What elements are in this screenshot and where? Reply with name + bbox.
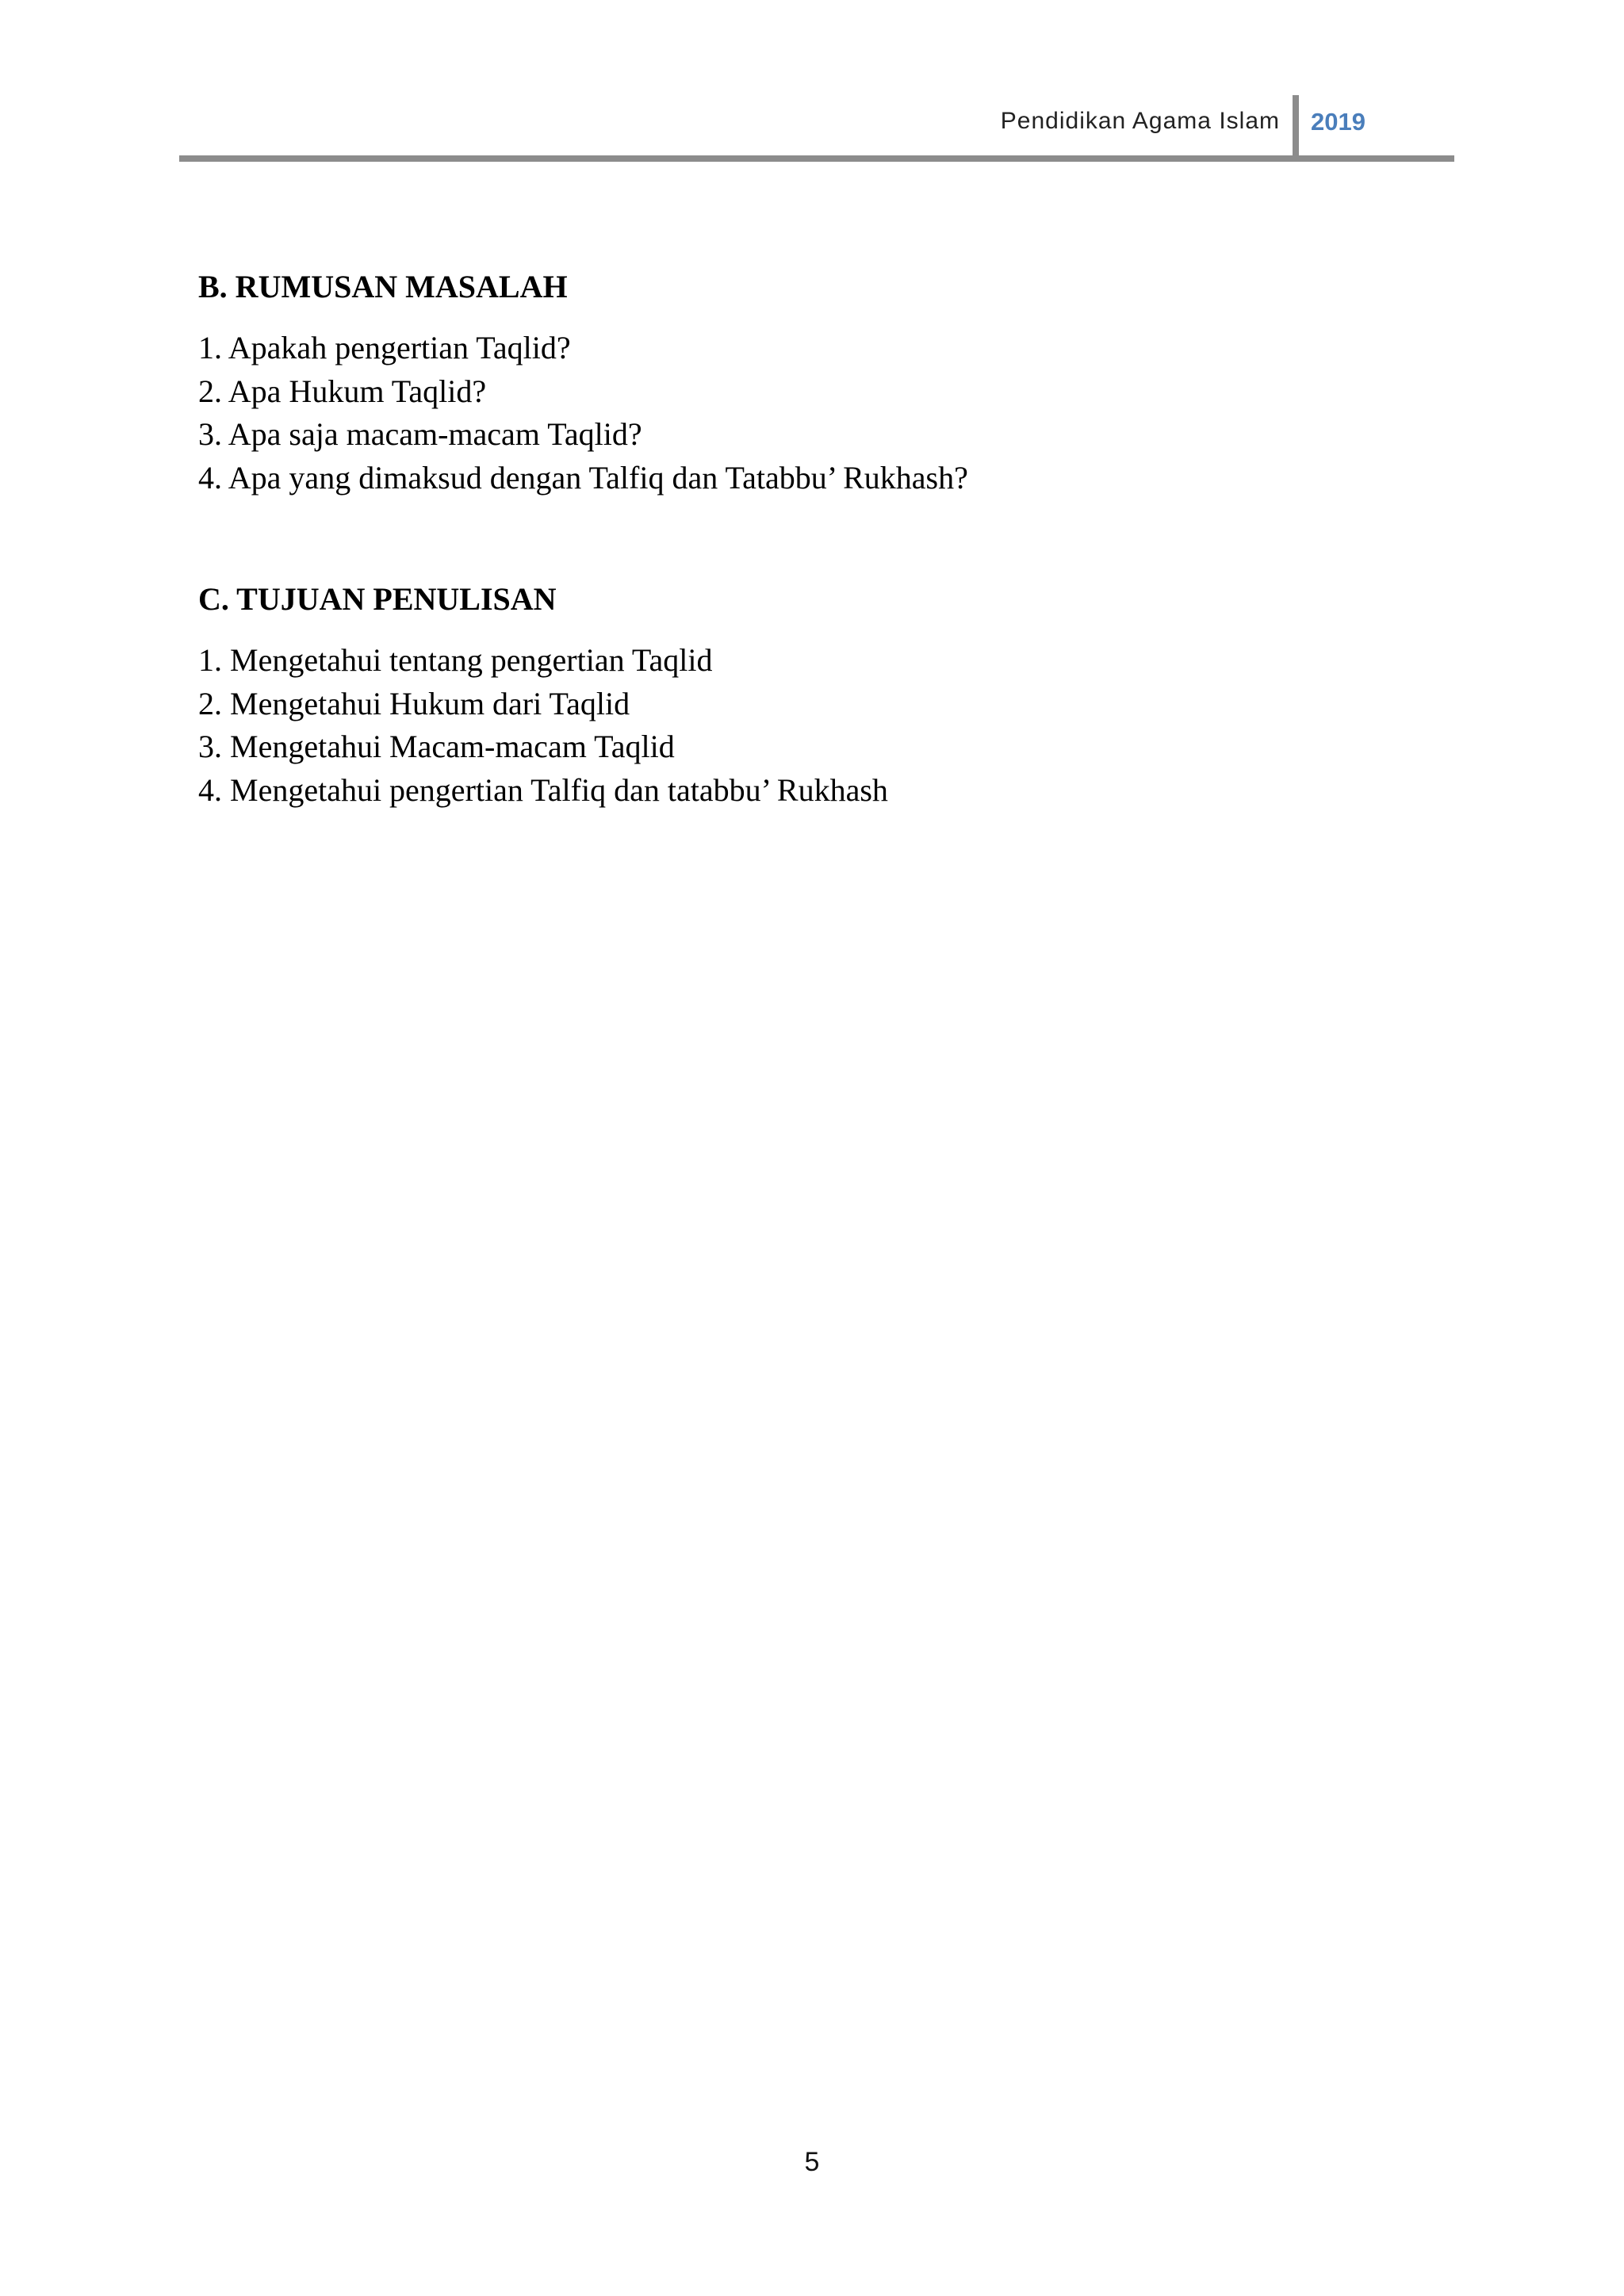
section-list: [198, 639, 1435, 812]
list-item: 2. Apa Hukum Taqlid?: [198, 373, 487, 409]
section-rumusan-masalah: [198, 265, 1435, 499]
header-year: 2019: [1311, 108, 1365, 136]
list-item: 4. Apa yang dimaksud dengan Talfiq dan Tatabbu’ Rukhash?: [198, 459, 968, 496]
header-title: Pendidikan Agama Islam: [1000, 108, 1280, 134]
page-content: [198, 265, 1435, 812]
section-list: [198, 327, 1435, 499]
list-item: 1. Mengetahui tentang pengertian Taqlid: [198, 642, 713, 678]
list-item: 2. Mengetahui Hukum dari Taqlid: [198, 685, 630, 721]
list-item: 3. Mengetahui Macam-macam Taqlid: [198, 729, 675, 764]
list-item: 3. Apa saja macam-macam Taqlid?: [198, 416, 642, 452]
header-divider: [1293, 95, 1299, 162]
section-heading: C. TUJUAN PENULISAN: [198, 581, 557, 617]
list-item: 4. Mengetahui pengertian Talfiq dan tatabbu’ Rukhash: [198, 771, 888, 808]
page-number: 5: [804, 2147, 820, 2177]
section-tujuan-penulisan: [198, 577, 1435, 812]
header-rule: [179, 155, 1454, 162]
section-heading: B. RUMUSAN MASALAH: [198, 269, 568, 304]
list-item: 1. Apakah pengertian Taqlid?: [198, 330, 571, 365]
